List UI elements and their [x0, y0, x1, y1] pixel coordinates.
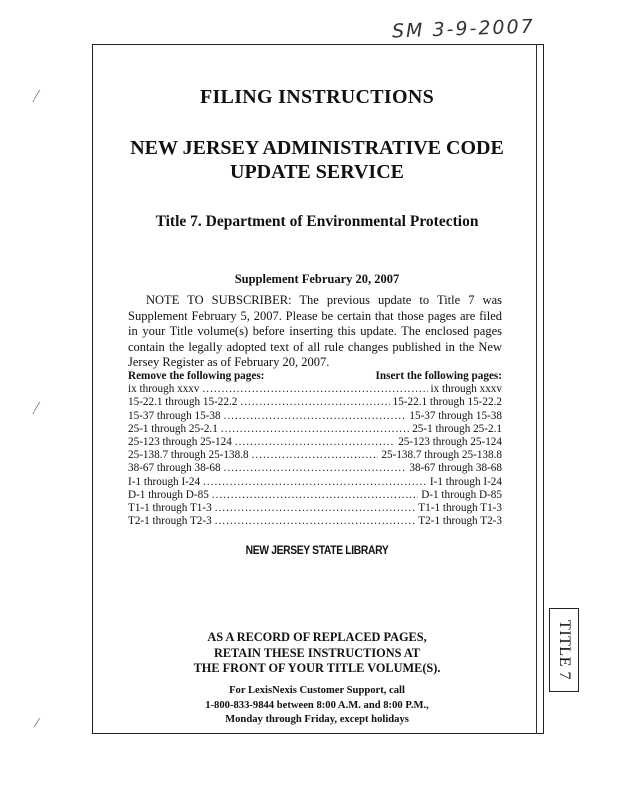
code-title-line1: NEW JERSEY ADMINISTRATIVE CODE — [130, 137, 504, 159]
scan-mark: ˏ⁄ — [30, 400, 39, 414]
remove-cell: T2-1 through T2-3 — [128, 515, 212, 528]
customer-support — [92, 684, 542, 728]
remove-cell: 25-138.7 through 25-138.8 — [128, 449, 249, 462]
record-line: RETAIN THESE INSTRUCTIONS AT — [213, 645, 421, 660]
table-row — [128, 423, 502, 436]
table-row — [128, 515, 502, 528]
title-side-tab — [549, 608, 579, 692]
code-title — [92, 136, 542, 184]
code-title-line2: UPDATE SERVICE — [230, 161, 404, 183]
scan-mark: ˏ⁄ — [30, 88, 39, 102]
table-row — [128, 462, 502, 475]
leader-dots — [224, 462, 407, 475]
insert-cell: 25-1 through 25-2.1 — [412, 422, 502, 435]
leader-dots — [212, 489, 418, 502]
insert-cell: T2-1 through T2-3 — [418, 515, 502, 528]
scan-mark: ⁄ — [36, 716, 39, 730]
table-row — [128, 383, 502, 396]
table-row — [128, 436, 502, 449]
pages-table — [128, 370, 502, 528]
leader-dots — [240, 396, 389, 409]
table-header — [128, 370, 502, 383]
table-row — [128, 502, 502, 515]
table-row — [128, 489, 502, 502]
remove-cell: 38-67 through 38-68 — [128, 462, 221, 475]
support-line: For LexisNexis Customer Support, call — [229, 685, 405, 696]
remove-cell: 25-1 through 25-2.1 — [128, 422, 218, 435]
handwritten-note: SM 3-9-2007 — [391, 15, 536, 43]
leader-dots — [202, 383, 427, 396]
table-row — [128, 449, 502, 462]
leader-dots — [221, 423, 409, 436]
insert-cell: I-1 through I-24 — [429, 475, 502, 488]
remove-cell: I-1 through I-24 — [128, 475, 201, 488]
supplement-date: Supplement February 20, 2007 — [234, 272, 400, 286]
page-heading: FILING INSTRUCTIONS — [199, 86, 435, 108]
record-line: AS A RECORD OF REPLACED PAGES, — [207, 630, 427, 644]
insert-cell: 15-22.1 through 15-22.2 — [392, 396, 502, 409]
table-row — [128, 476, 502, 489]
insert-cell: 15-37 through 15-38 — [409, 409, 502, 422]
remove-cell: 15-37 through 15-38 — [128, 409, 221, 422]
remove-cell: D-1 through D-85 — [128, 488, 209, 501]
insert-cell: 25-138.7 through 25-138.8 — [381, 449, 502, 462]
insert-cell: 38-67 through 38-68 — [409, 462, 502, 475]
remove-cell: 25-123 through 25-124 — [128, 436, 232, 449]
support-hours-line: Monday through Friday, except holidays — [225, 714, 409, 726]
leader-dots — [252, 449, 379, 462]
remove-cell: ix through xxxv — [128, 383, 200, 396]
remove-cell: T1-1 through T1-3 — [128, 502, 212, 515]
record-line: THE FRONT OF YOUR TITLE VOLUME(S). — [193, 661, 441, 675]
subscriber-note: NOTE TO SUBSCRIBER: The previous update to Title 7 was Supplement February 5, 2007. Please be certain that those pages are filed in your Title volume(s) before inserting this update. The enclosed pages contain the legally adopted text of all rule changes published in the New Jersey Register as of February 20, 2007. — [128, 293, 502, 369]
insert-cell: ix through xxxv — [430, 383, 502, 396]
remove-header: Remove the following pages: — [128, 370, 265, 382]
insert-cell: 25-123 through 25-124 — [398, 436, 502, 449]
leader-dots — [235, 436, 395, 449]
remove-cell: 15-22.1 through 15-22.2 — [128, 396, 238, 409]
insert-header: Insert the following pages: — [375, 370, 502, 382]
table-row — [128, 396, 502, 409]
table-row — [128, 410, 502, 423]
library-stamp: NEW JERSEY STATE LIBRARY — [245, 543, 389, 557]
insert-cell: D-1 through D-85 — [421, 488, 502, 501]
leader-dots — [215, 515, 416, 528]
leader-dots — [215, 502, 416, 515]
leader-dots — [224, 410, 407, 423]
support-phone-line: 1-800-833-9844 between 8:00 A.M. and 8:00 P.M., — [205, 699, 429, 711]
title-line: Title 7. Department of Environmental Protection — [155, 213, 479, 230]
leader-dots — [203, 476, 427, 489]
insert-cell: T1-1 through T1-3 — [418, 502, 502, 515]
record-instructions — [92, 630, 542, 677]
title-tab-label: TITLE 7 — [556, 620, 573, 680]
